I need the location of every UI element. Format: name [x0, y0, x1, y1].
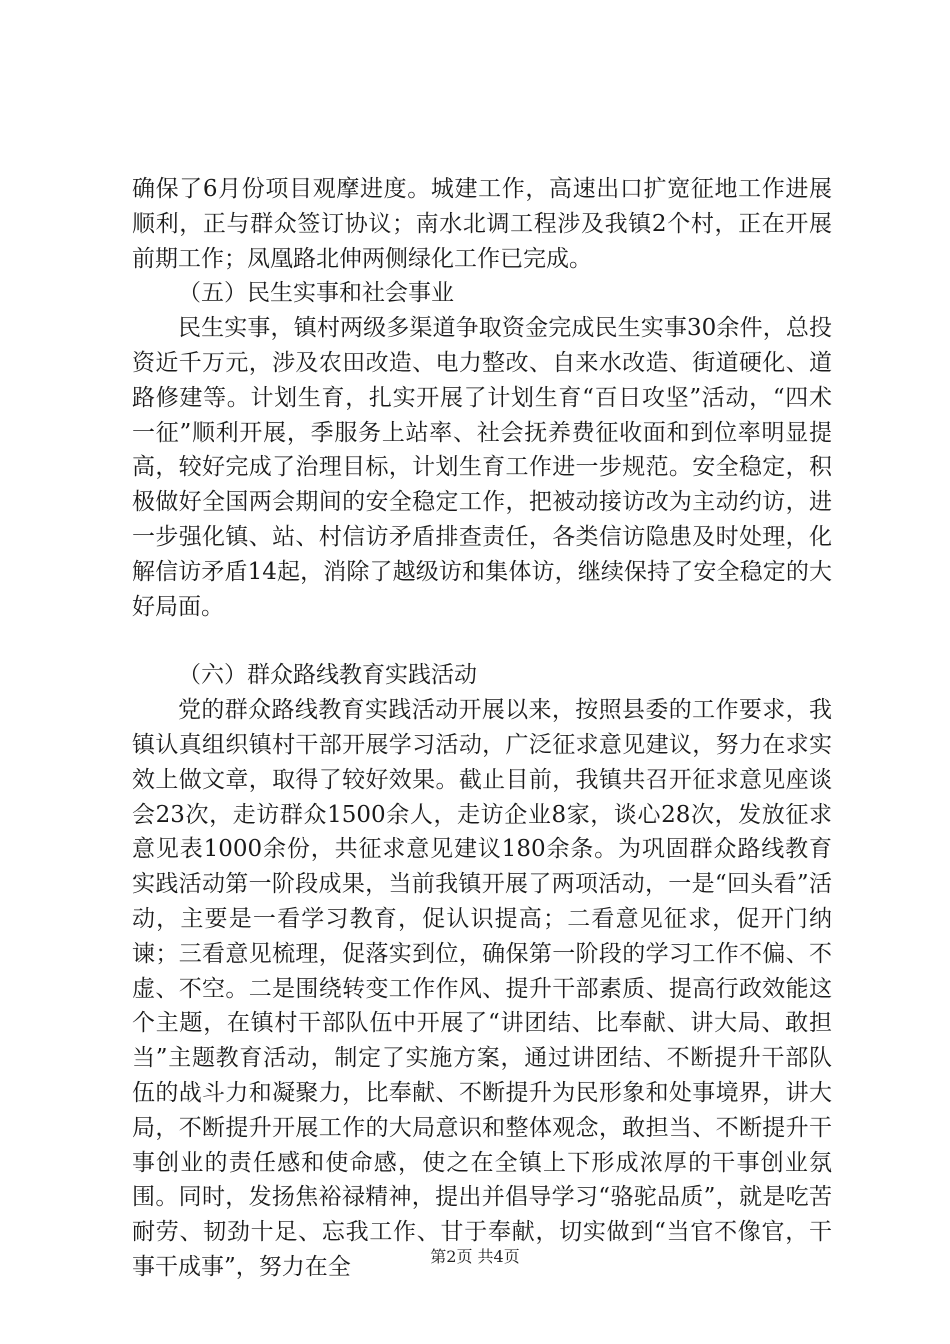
paragraph-urban-construction: 确保了6月份项目观摩进度。城建工作，高速出口扩宽征地工作进展顺利，正与群众签订协议；南水北调工程涉及我镇2个村，正在开展前期工作；凤凰路北伸两侧绿化工作已完成。 [132, 176, 832, 272]
paragraph-livelihood: 民生实事，镇村两级多渠道争取资金完成民生实事30余件，总投资近千万元，涉及农田改造、电力整改、自来水改造、街道硬化、道路修建等。计划生育，扎实开展了计划生育“百日攻坚”活动，“四术一征”顺利开展，季服务上站率、社会抚养费征收面和到位率明显提高，较好完成了治理目标，计划生育工作进一步规范。安全稳定，积极做好全国两会期间的安全稳定工作，把被动接访改为主动约访，进一步强化镇、站、村信访矛盾排查责任，各类信访隐患及时处理，化解信访矛盾14起，消除了越级访和集体访，继续保持了安全稳定的大好局面。 [132, 315, 832, 620]
paragraph-mass-line: 党的群众路线教育实践活动开展以来，按照县委的工作要求，我镇认真组织镇村干部开展学习活动，广泛征求意见建议，努力在求实效上做文章，取得了较好效果。截止目前，我镇共召开征求意见座谈会23次，走访群众1500余人，走访企业8家，谈心28次，发放征求意见表1000余份，共征求意见建议180余条。为巩固群众路线教育实践活动第一阶段成果，当前我镇开展了两项活动，一是“回头看”活动，主要是一看学习教育，促认识提高；二看意见征求，促开门纳谏；三看意见梳理，促落实到位，确保第一阶段的学习工作不偏、不虚、不空。二是围绕转变工作作风、提升干部素质、提高行政效能这个主题，在镇村干部队伍中开展了“讲团结、比奉献、讲大局、敢担当”主题教育活动，制定了实施方案，通过讲团结、不断提升干部队伍的战斗力和凝聚力，比奉献、不断提升为民形象和处事境界，讲大局，不断提升开展工作的大局意识和整体观念，敢担当、不断提升干事创业的责任感和使命感，使之在全镇上下形成浓厚的干事创业氛围。同时，发扬焦裕禄精神，提出并倡导学习“骆驼品质”，就是吃苦耐劳、韧劲十足、忘我工作、甘于奉献，切实做到“当官不像官，干事干成事”，努力在全 [132, 697, 832, 1280]
section-heading-mass-line: （六）群众路线教育实践活动 [178, 662, 477, 689]
page-number-footer: 第2页 共4页 [430, 1247, 520, 1266]
document-body [132, 172, 832, 1285]
section-heading-livelihood: （五）民生实事和社会事业 [178, 280, 454, 307]
paragraph-gap [132, 624, 832, 658]
